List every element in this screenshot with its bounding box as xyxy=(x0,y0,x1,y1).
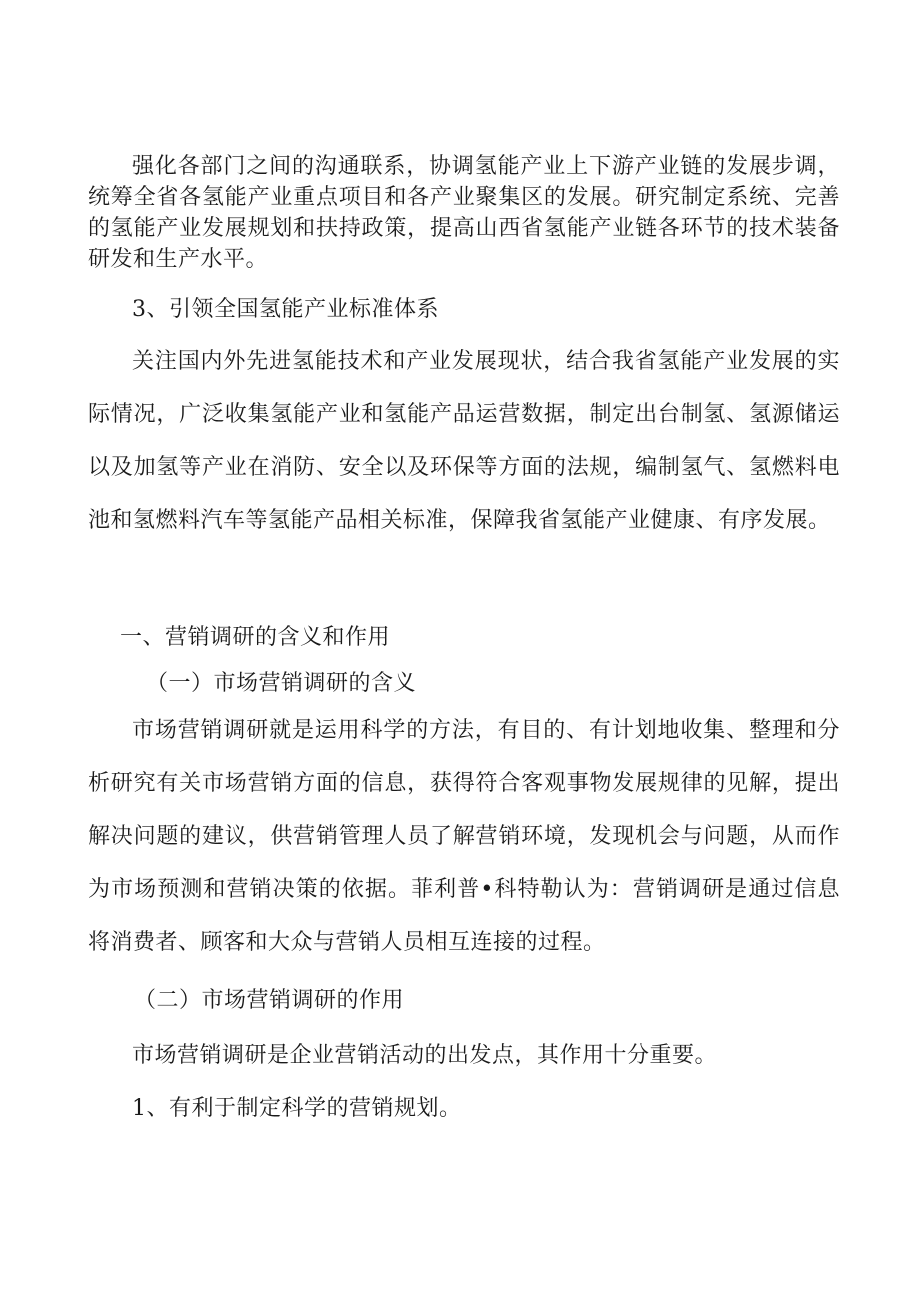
paragraph-research-definition: 市场营销调研就是运用科学的方法，有目的、有计划地收集、整理和分析研究有关市场营销方面的信息，获得符合客观事物发展规律的见解，提出解决问题的建议，供营销管理人员了解营销环境，发现机会与问题，从而作为市场预测和营销决策的依据。菲利普•科特勒认为：营销调研是通过信息将消费者、顾客和大众与营销人员相互连接的过程。 xyxy=(88,718,840,955)
subheading-definition: （一）市场营销调研的含义 xyxy=(146,671,417,696)
paragraph-hydrogen-standards: 关注国内外先进氢能技术和产业发展现状，结合我省氢能产业发展的实际情况，广泛收集氢能产业和氢能产品运营数据，制定出台制氢、氢源储运以及加氢等产业在消防、安全以及环保等方面的法规，编制氢气、氢燃料电池和氢燃料汽车等氢能产品相关标准，保障我省氢能产业健康、有序发展。 xyxy=(88,349,840,533)
paragraph-hydrogen-coordination: 强化各部门之间的沟通联系，协调氢能产业上下游产业链的发展步调，统筹全省各氢能产业重点项目和各产业聚集区的发展。研究制定系统、完善的氢能产业发展规划和扶持政策，提高山西省氢能产业链各环节的技术装备研发和生产水平。 xyxy=(88,154,840,272)
paragraph-research-importance: 市场营销调研是企业营销活动的出发点，其作用十分重要。 xyxy=(132,1043,718,1068)
subheading-function: （二）市场营销调研的作用 xyxy=(134,988,405,1013)
heading-standards-system: 3、引领全国氢能产业标准体系 xyxy=(132,297,439,322)
section-heading-marketing-research: 一、营销调研的含义和作用 xyxy=(120,625,391,650)
list-item-planning: 1、有利于制定科学的营销规划。 xyxy=(132,1096,462,1121)
